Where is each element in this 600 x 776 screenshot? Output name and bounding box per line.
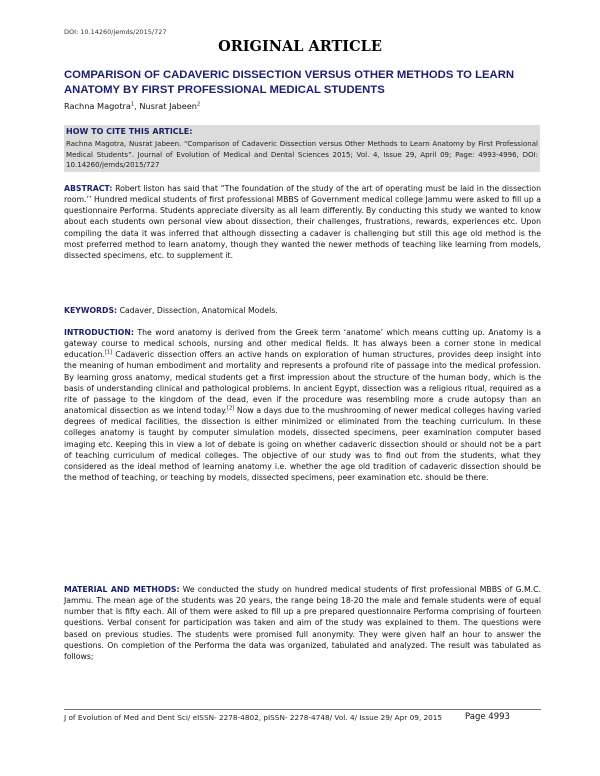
- abstract-paragraph: [64, 183, 541, 261]
- introduction-text: Cadaveric dissection offers an active hands on exploration of human structures, provides deep insight into the meaning of human embodiment and mortality and represents a profound rite of passage into the medical profession. By learning gross anatomy, medical students get a first impression about the structure of the human body, which is the basis of understanding clinical and pathological problems. In ancient Egypt, dissection was a religious ritual, required as a rite of passage to the kingdom of the dead, even if the procedure was resembling more a crude autopsy than an anatomical dissection as we intend today.: [64, 350, 541, 416]
- author-line: [64, 101, 200, 111]
- keywords-text: Cadaver, Dissection, Anatomical Models.: [117, 306, 278, 315]
- reference-marker: [1]: [104, 349, 113, 356]
- keywords-paragraph: [64, 305, 541, 316]
- citation-heading: HOW TO CITE THIS ARTICLE:: [66, 127, 193, 136]
- article-type-heading: ORIGINAL ARTICLE: [218, 38, 382, 55]
- citation-text: Rachna Magotra, Nusrat Jabeen. “Comparison of Cadaveric Dissection versus Other Methods to Learn Anatomy by First Professional Medical Students”. Journal of Evolution of Medical and Dental Sciences 2015; Vol. 4, Issue 29, April 09; Page: 4993-4996, DOI: 10.14260/jemds/2015/727: [66, 139, 538, 169]
- keywords-label: KEYWORDS:: [64, 306, 118, 315]
- abstract-text: Robert liston has said that “The foundation of the study of the art of operating must be laid in the dissection room.’’ Hundred medical students of first professional MBBS of Government medical college Jammu were asked to fill up a questionnaire Performa. Students appreciate diversity as all learn differently. By conducting this study we wanted to know about each students own personal view about dissection, their challenges, frustrations, rewards, experiences etc. Upon compiling the data it was inferred that although dissecting a cadaver is challenging but still this age old method is the most preferred method to learn anatomy, though they wanted the newer methods of teaching like learning from models, dissected specimens, etc. to supplement it.: [64, 184, 541, 260]
- methods-label: MATERIAL AND METHODS:: [64, 585, 180, 594]
- article-title: COMPARISON OF CADAVERIC DISSECTION VERSUS OTHER METHODS TO LEARN ANATOMY BY FIRST PROFESSIONAL MEDICAL STUDENTS: [64, 69, 515, 96]
- doi-line: DOI: 10.14260/jemds/2015/727: [64, 28, 167, 36]
- abstract-label: ABSTRACT:: [64, 184, 113, 193]
- introduction-text: Now a days due to the mushrooming of newer medical colleges having varied degrees of medical facilities, the dissection is either minimized or eliminated from the teaching curriculum. In these colleges anatomy is taught by computer simulation models, dissected specimens, peer examination computer based imaging etc. Keeping this in view a lot of debate is going on whether cadaveric dissection should or should not be a part of teaching curriculum of medical colleges. The objective of our study was to find out from the students, what they considered as the ideal method of learning anatomy i.e. whether the age old tradition of cadaveric dissection should be the method of teaching, or teaching by models, dissected specimens, peer examination etc. should be there.: [64, 406, 541, 483]
- footer-journal-info: J of Evolution of Med and Dent Sci/ eISSN- 2278-4802, pISSN- 2278-4748/ Vol. 4/ Issue 29/ Apr 09, 2015: [64, 713, 443, 722]
- page-number: Page 4993: [465, 712, 510, 722]
- introduction-paragraph: [64, 327, 541, 483]
- author-affiliation-mark: 1: [130, 101, 135, 108]
- author-affiliation-mark: 2: [197, 101, 201, 108]
- methods-text: We conducted the study on hundred medical students of first professional MBBS of G.M.C. Jammu. The mean age of the students was 20 years, the range being 18-20 the male and female students were of equal number that is fifty each. All of them were asked to fill up a pre prepared questionnaire Performa comprising of fourteen questions. Verbal consent for participation was taken and aim of the study was explained to them. The questions were based on previous studies. The students were promised full anonymity. They were given half an hour to answer the questions. On completion of the Performa the data was organized, tabulated and analyzed. The result was tabulated as follows;: [64, 585, 541, 661]
- methods-paragraph: [64, 584, 541, 662]
- introduction-text: The word anatomy is derived from the Greek term ‘anatome’ which means cutting up. Anatomy is a gateway course to medical schools, nursing and other medical fields. It has always been a corner stone in medical education.: [64, 328, 541, 360]
- author-name: Nusrat Jabeen: [139, 101, 197, 111]
- footer-divider: [64, 709, 541, 710]
- reference-marker: [2]: [227, 405, 235, 412]
- introduction-label: INTRODUCTION:: [64, 328, 134, 337]
- author-name: Rachna Magotra: [64, 101, 131, 111]
- author-separator: ,: [134, 101, 140, 111]
